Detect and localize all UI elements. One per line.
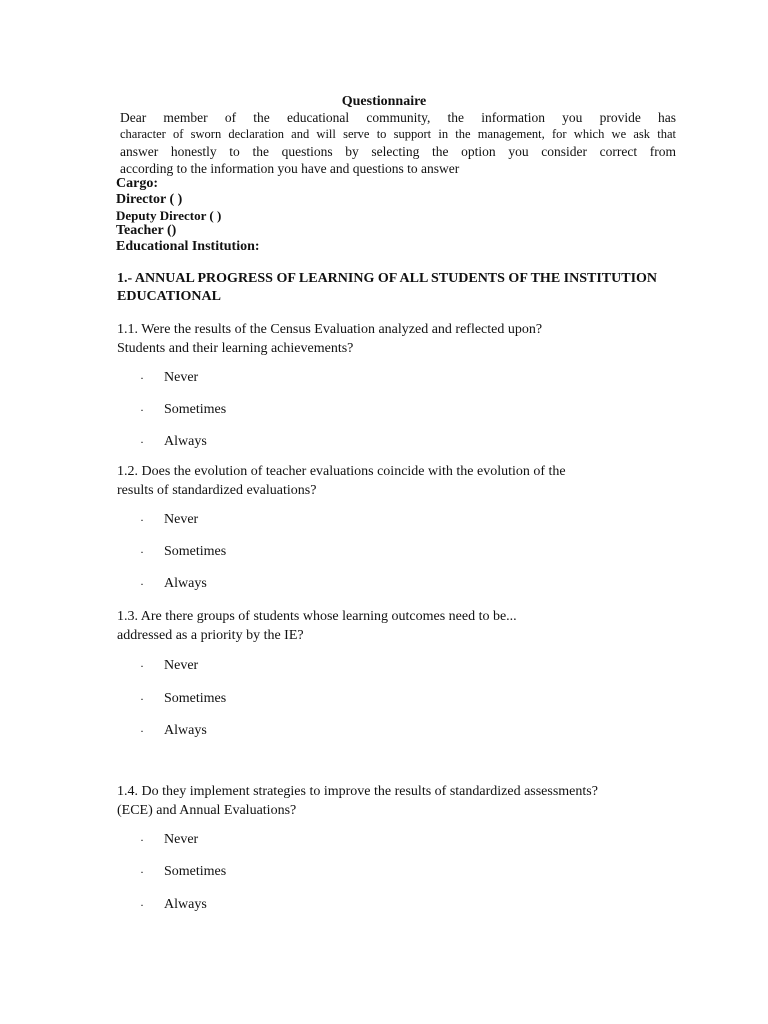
bullet-icon: · [140,659,144,673]
option-label: Never [164,658,199,673]
option-label: Sometimes [164,691,227,706]
option-label: Sometimes [164,544,227,559]
question-text-continued: (ECE) and Annual Evaluations? [117,803,297,818]
respondent-fields [116,176,260,255]
bullet-icon: · [140,724,144,738]
option-label: Always [164,897,207,912]
option-label: Sometimes [164,864,227,879]
intro-line-4: according to the information you have and questions to answer [120,161,460,176]
field-deputy-director: Deputy Director ( ) [116,207,222,223]
field-educational-institution: Educational Institution: [116,239,260,255]
field-cargo: Cargo: [116,176,158,191]
bullet-icon: · [140,435,144,449]
field-teacher: Teacher () [116,223,177,239]
bullet-icon: · [140,371,144,385]
bullet-icon: · [140,898,144,912]
question-text: 1.4. Do they implement strategies to improve the results of standardized assessments? [117,784,598,799]
bullet-icon: · [140,865,144,879]
question-1-3 [117,607,677,645]
intro-line-3: answer honestly to the questions by selecting the option you consider correct from [120,144,676,159]
bullet-icon: · [140,545,144,559]
option-label: Never [164,832,199,847]
intro-line-2: character of sworn declaration and will serve to support in the management, for which we ask that [120,127,676,141]
question-text: 1.3. Are there groups of students whose learning outcomes need to be... [117,609,517,624]
question-text-continued: Students and their learning achievements? [117,341,354,356]
question-1-1 [117,320,677,358]
question-1-4 [117,782,677,820]
bullet-icon: · [140,577,144,591]
option-label: Never [164,512,199,527]
question-text: 1.2. Does the evolution of teacher evaluations coincide with the evolution of the [117,464,566,479]
section-heading [117,270,677,306]
section-heading-line-1: 1.- ANNUAL PROGRESS OF LEARNING OF ALL STUDENTS OF THE INSTITUTION [117,271,658,286]
question-1-2 [117,462,677,500]
intro-paragraph [120,109,676,177]
option-label: Sometimes [164,402,227,417]
question-text-continued: results of standardized evaluations? [117,483,317,498]
option-label: Always [164,434,207,449]
bullet-icon: · [140,403,144,417]
bullet-icon: · [140,692,144,706]
section-heading-line-2: EDUCATIONAL [117,289,221,304]
question-text-continued: addressed as a priority by the IE? [117,628,304,643]
page-title: Questionnaire [341,94,427,109]
option-label: Always [164,723,207,738]
field-director: Director ( ) [116,191,183,207]
bullet-icon: · [140,833,144,847]
intro-line-1: Dear member of the educational community, the information you provide has [120,110,676,125]
question-text: 1.1. Were the results of the Census Evaluation analyzed and reflected upon? [117,322,543,337]
option-label: Always [164,576,207,591]
option-label: Never [164,370,199,385]
bullet-icon: · [140,513,144,527]
